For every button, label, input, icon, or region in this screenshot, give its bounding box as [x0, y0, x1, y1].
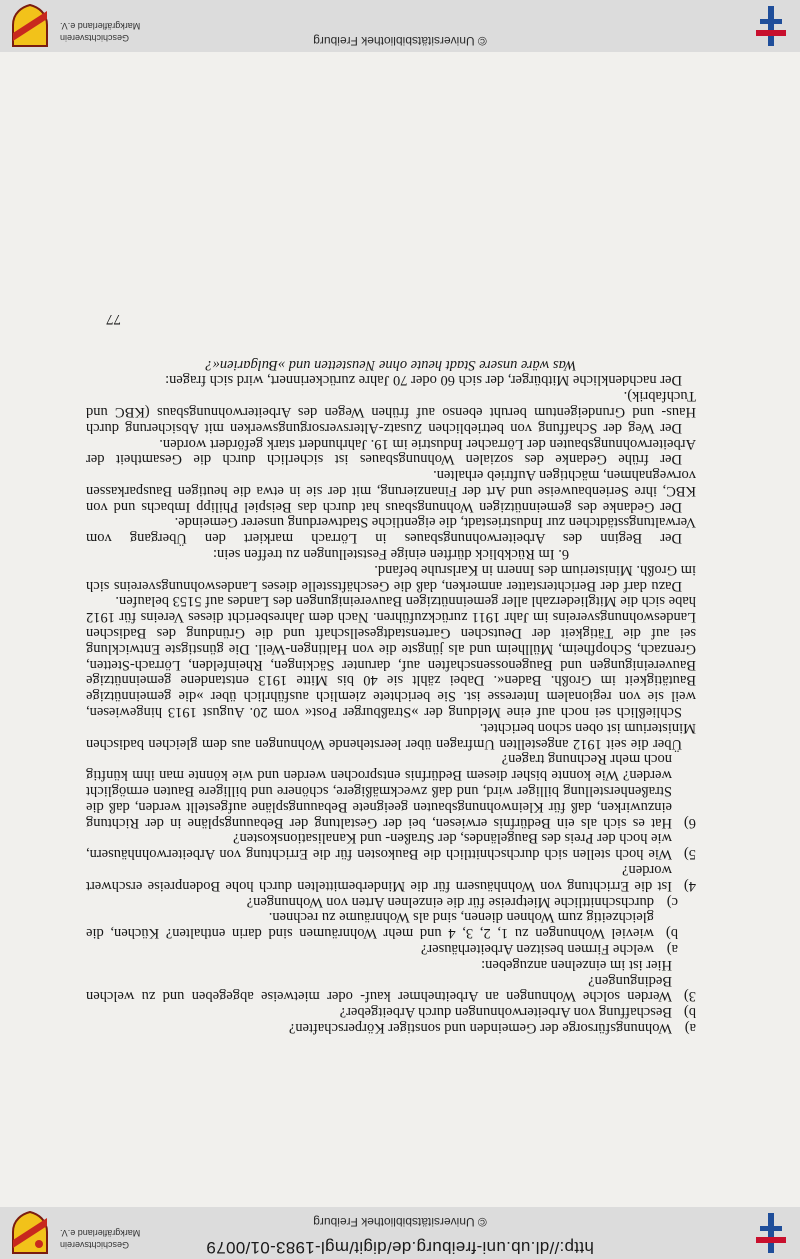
conclusion-paragraph: Der frühe Gedanke des sozialen Wohnungsbaues ist sicherlich durch die Gesamtheit der Arbeiterwohnungsbauten der Lörracher Industrie im 19. Jahrhundert stark gefördert worden. [86, 435, 696, 468]
library-copyright: © Universitätsbibliothek Freiburg [313, 34, 487, 48]
page-text [86, 310, 696, 1036]
bottom-citation-band [0, 0, 800, 52]
conclusion-paragraph: Der nachdenkliche Mitbürger, der sich 60 oder 70 Jahre zurückerinnert, wird sich fragen: [165, 372, 682, 389]
details-intro: Hier ist im einzelnen anzugeben: [481, 956, 672, 973]
conclusion-paragraph: Der Weg der Schaffung von betrieblichen Zusatz-Altersversorgungswerken mit Absicherung durch Haus- und Grundeigentum beruht ebenso auf frühen Wegen des Arbeiterwohnungsbaus (KBC und Tuchfabrik). [86, 388, 696, 436]
question-item: 4) Ist die Errichtung von Wohnhäusern für die Minderbemittelten durch hohe Bodenpreise erschwert worden? [86, 862, 696, 894]
top-citation-band [0, 1207, 800, 1259]
body-paragraph: Schließlich sei noch auf eine Meldung der »Straßburger Post« vom 20. August 1913 hingewiesen, weil sie von regionalem Interesse ist. Sie berichtete ziemlich ausführlich über »die gemeinnützige Bautätigkeit im Großh. Baden«. Dabei zählt sie 40 bis Mitte 1913 entstandene gemeinnützige Bauvereinigungen und Baugenossenschaften auf, darunter Säckingen, Rheinfelden, Lörrach-Stetten, Grenzach, Schopfheim, Müllheim und als jüngste die von Haltingen-Weil. Die günstigste Entwicklung sei auf die Tätigkeit der Deutschen Gartenstadtgesellschaft und die Gründung des Badischen Landeswohnungsvereins im Jahr 1911 zurückzuführen. Nach dem Jahresbericht dieses Vereins für 1912 habe sich die Mitgliederzahl aller gemeinnützigen Bauvereinigungen des Landes auf 5153 belaufen. [86, 593, 696, 721]
question-item: a) Wohnungsfürsorge der Gemeinden und sonstiger Körperschaften? [288, 1020, 696, 1036]
detail-item: c) durchschnittliche Mietpreise für die einzelnen Arten von Wohnungen? [246, 893, 678, 910]
question-item: 3) Werden solche Wohnungen an Arbeitnehmer kauf- oder mietweise abgegeben und zu welchen Bedingungen? [86, 972, 696, 1005]
question-item: 5) Wie hoch stellen sich durchschnittlich die Baukosten für die Errichtung von Arbeiterwohnhäusern, wie hoch der Preis des Baugeländes, der Straßen- und Kanalisationskosten? [86, 830, 696, 863]
section-heading: 6. Im Rückblick dürften einige Feststellungen zu treffen sein: [212, 546, 570, 563]
conclusion-paragraph: Der Gedanke des gemeinnützigen Wohnungsbaus hat durch das Beispiel Philipp Imbachs und von KBC, ihre Serienbauweise und Art der Finanzierung, mit der sie in etwa die heutigen Bausparkassen vorwegnahmen, mächtigen Auftrieb erhalten. [86, 467, 696, 515]
society-crest-icon [10, 3, 50, 49]
closing-question: Was wäre unsere Stadt heute ohne Neustetten und »Bulgarien«? [205, 356, 577, 373]
body-paragraph: Über die seit 1912 angestellten Umfragen über leerstehende Wohnungen aus dem gleichen badischen Ministerium ist oben schon berichtet. [86, 719, 696, 752]
body-paragraph: Dazu darf der Berichterstatter anmerken, daß die Geschäftsstelle dieses Landeswohnungsvereins sich im Großh. Ministerium des Innern in Karlsruhe befand. [86, 561, 696, 594]
society-crest-icon [10, 1210, 50, 1256]
society-name: Geschichtsverein Markgräflerland e.V. [60, 1228, 141, 1250]
citation-url[interactable]: http://dl.ub.uni-freiburg.de/digit/mgl-1983-01/0079 [206, 1238, 594, 1257]
detail-item: a) welche Firmen besitzen Arbeiterhäuser? [420, 941, 678, 958]
page-number: 77 [106, 310, 121, 327]
conclusion-paragraph: Der Beginn des Arbeiterwohnungsbaues in Lörrach markiert den Übergang vom Verwaltungsstädtchen zur Industriestadt, die eigentliche Stadtwerdung unserer Gemeinde. [86, 514, 696, 547]
society-name: Geschichtsverein Markgräflerland e.V. [60, 21, 141, 43]
detail-item: b) wieviel Wohnungen zu 1, 2, 3, 4 und mehr Wohnräumen sind darin enthalten? Küchen, die gleichzeitig zum Wohnen dienen, sind als Wohnräume zu rechnen. [86, 909, 678, 942]
question-item: b) Beschaffung von Arbeiterwohnungen durch Arbeitgeber? [339, 1004, 696, 1021]
library-copyright: © Universitätsbibliothek Freiburg [313, 1215, 487, 1229]
question-item: 6) Hat es sich als ein Bedürfnis erwiesen, bei der Gestaltung der Bebauungspläne in der Richtung einzuwirken, daß für Kleinwohnungsbauten geeignete Bebauungspläne aufgestellt werden, daß die Straßenherstellung billiger wird, und daß zweckmäßigere, schönere und billigere Bauten ermöglicht werden? Wie konnte bisher diesem Bedürfnis entsprochen werden und wie könnte man ihm künftig noch mehr Rechnung tragen? [86, 751, 696, 831]
